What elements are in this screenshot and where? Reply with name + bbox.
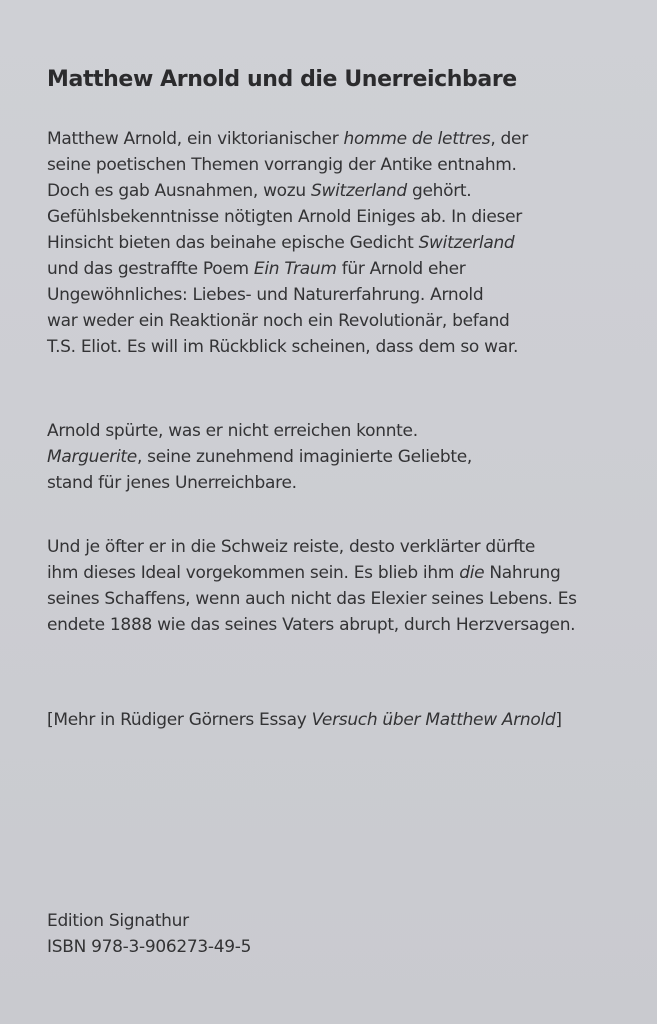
- text-line: Und je öfter er in die Schweiz reiste, desto verklärter dürfte: [47, 537, 535, 557]
- text-line: stand für jenes Unerreichbare.: [47, 473, 297, 493]
- text-line: Matthew Arnold, ein viktorianischer homme de lettres, der: [47, 129, 528, 149]
- text-line: Arnold spürte, was er nicht erreichen konnte.: [47, 421, 418, 441]
- text-line: [Mehr in Rüdiger Görners Essay Versuch über Matthew Arnold]: [47, 710, 562, 730]
- publisher-name: Edition Signathur: [47, 911, 189, 931]
- text-line: ihm dieses Ideal vorgekommen sein. Es blieb ihm die Nahrung: [47, 563, 561, 583]
- paragraph-1: [47, 126, 647, 360]
- text-line: Marguerite, seine zunehmend imaginierte Geliebte,: [47, 447, 472, 467]
- text-line: und das gestraffte Poem Ein Traum für Arnold eher: [47, 259, 466, 279]
- text-line: Hinsicht bieten das beinahe epische Gedicht Switzerland: [47, 233, 515, 253]
- text-line: T.S. Eliot. Es will im Rückblick scheinen, dass dem so war.: [47, 337, 519, 357]
- text-line: Gefühlsbekenntnisse nötigten Arnold Einiges ab. In dieser: [47, 207, 522, 227]
- essay-reference: [47, 707, 647, 733]
- publisher-block: [47, 908, 251, 960]
- page-title: Matthew Arnold und die Unerreichbare: [47, 67, 517, 92]
- text-line: Doch es gab Ausnahmen, wozu Switzerland gehört.: [47, 181, 472, 201]
- text-line: war weder ein Reaktionär noch ein Revolutionär, befand: [47, 311, 510, 331]
- text-line: seines Schaffens, wenn auch nicht das Elexier seines Lebens. Es: [47, 589, 577, 609]
- text-line: Ungewöhnliches: Liebes- und Naturerfahrung. Arnold: [47, 285, 484, 305]
- paragraph-3: [47, 534, 647, 638]
- text-line: endete 1888 wie das seines Vaters abrupt, durch Herzversagen.: [47, 615, 576, 635]
- isbn-number: ISBN 978-3-906273-49-5: [47, 937, 252, 957]
- paragraph-2: [47, 418, 647, 496]
- text-line: seine poetischen Themen vorrangig der Antike entnahm.: [47, 155, 517, 175]
